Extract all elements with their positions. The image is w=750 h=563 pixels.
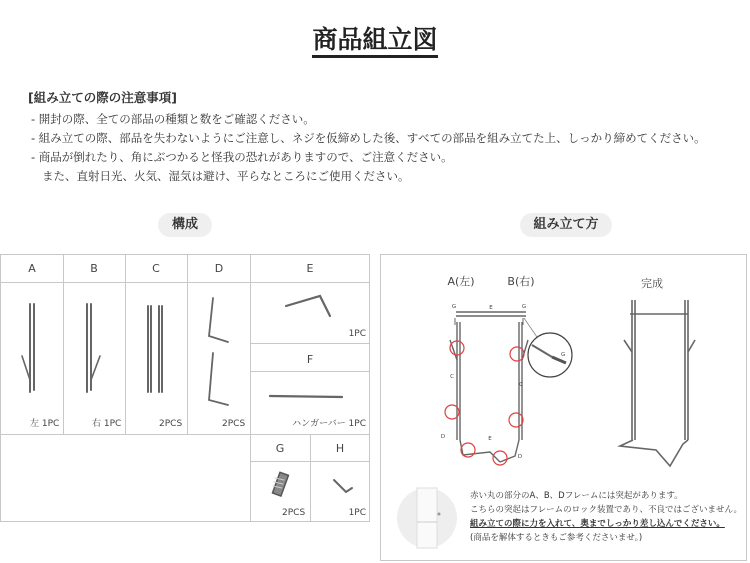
caution-item: - 開封の際、全ての部品の種類と数をご確認ください。 (31, 112, 315, 126)
callout-label-g: G (561, 352, 566, 358)
tube-closeup-photo (397, 488, 457, 548)
diagram-label-c-left: C (450, 374, 454, 380)
page-title: 商品組立図 (0, 20, 750, 56)
diagram-label-g-right: G (521, 304, 527, 310)
red-circle-marker (509, 413, 523, 427)
caution-item: - 組み立ての際、部品を失わないようにご注意し、ネジを仮締めした後、すべての部品を組み立てた上、しっかり締めてください。 (31, 131, 706, 145)
assembly-notes (470, 489, 742, 545)
part-e-letter: E (306, 262, 314, 275)
part-d-qty: 2PCS (222, 419, 246, 429)
part-h-hex-key-illustration (334, 480, 352, 492)
part-h-qty: 1PC (348, 508, 366, 518)
part-f-hanger-bar-illustration (270, 396, 342, 397)
parts-table (0, 254, 370, 522)
part-e-qty: 1PC (348, 329, 366, 339)
part-e-bar-illustration (286, 296, 330, 316)
part-c-letter: C (152, 262, 160, 275)
diagram-label-e-bottom: E (488, 436, 492, 442)
part-a-frame-illustration (22, 304, 34, 392)
parts-section-label: 構成 (158, 213, 212, 237)
screw-detail-callout (524, 318, 572, 377)
part-c-qty: 2PCS (159, 419, 183, 429)
part-c-pipe-illustration (148, 306, 162, 392)
part-h-letter: H (335, 442, 345, 455)
part-a-qty: 左 1PC (30, 419, 60, 429)
part-d-letter: D (214, 262, 224, 275)
part-b-qty: 右 1PC (92, 419, 122, 429)
assembly-label-complete: 完成 (641, 277, 663, 290)
part-g-letter: G (275, 442, 285, 455)
diagram-label-e: E (489, 305, 493, 311)
part-g-qty: 2PCS (282, 508, 306, 518)
part-f-qty: ハンガーバー 1PC (292, 419, 366, 429)
assembly-note: こちらの突起はフレームのロック装置であり、不良ではございません。 (470, 505, 743, 515)
assembly-note-emphasis: 組み立ての際に力を入れて、奥までしっかり差し込んでください。 (470, 519, 725, 529)
assembly-section-label: 組み立て方 (520, 213, 612, 237)
part-g-screw-illustration (272, 472, 288, 496)
part-b-letter: B (90, 262, 98, 275)
diagram-label-g-left: G (451, 304, 457, 310)
part-a-letter: A (28, 262, 36, 275)
diagram-label-d-right: D (517, 454, 523, 460)
assembly-label-b: B(右) (507, 275, 535, 288)
caution-heading: [組み立ての際の注意事項] (28, 90, 177, 105)
diagram-label-d-left: D (440, 434, 446, 440)
part-b-frame-illustration (87, 304, 100, 392)
assembly-note: (商品を解体するときもご参考くださいませ。) (470, 533, 643, 543)
diagram-label-c-right: C (519, 382, 523, 388)
part-d-frame-illustration (209, 298, 228, 405)
assembly-note: 赤い丸の部分のA、B、Dフレームには突起があります。 (470, 491, 683, 501)
caution-item: また、直射日光、火気、湿気は避け、平らなところにご使用ください。 (42, 169, 410, 183)
assembly-label-a: A(左) (447, 275, 475, 288)
finished-rack-illustration (620, 300, 695, 466)
caution-item: - 商品が倒れたり、角にぶつかると怪我の恐れがありますので、ご注意ください。 (31, 150, 453, 164)
part-f-letter: F (306, 353, 314, 366)
